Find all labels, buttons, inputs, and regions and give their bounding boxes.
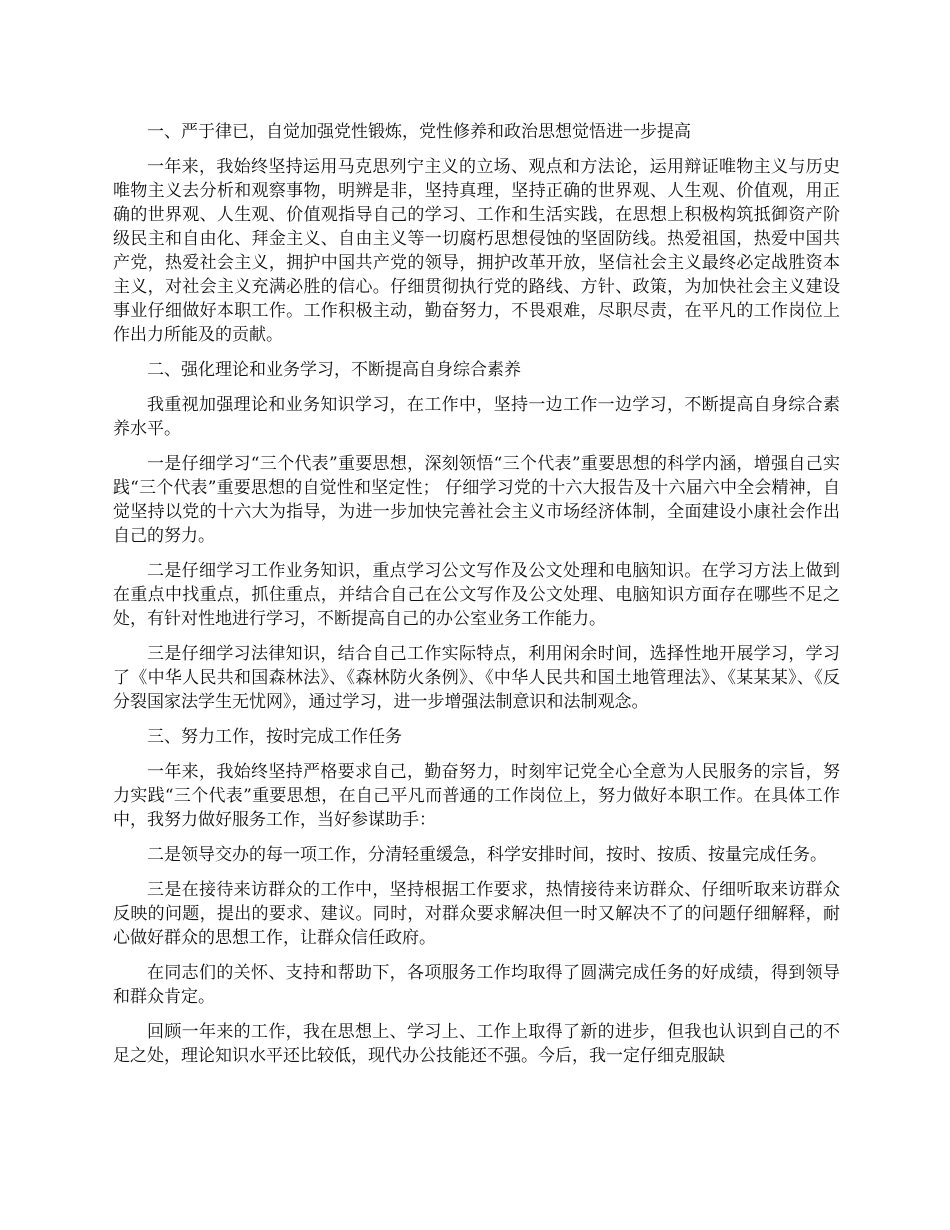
- section-heading-3: 三、努力工作，按时完成工作任务: [147, 727, 402, 747]
- paragraph: 一年来，我始终坚持严格要求自己，勤奋努力，时刻牢记党全心全意为人民服务的宗旨，努力实践“三个代表”重要思想，在自己平凡而普通的工作岗位上，努力做好本职工作。在具体工作中，我努力做好服务工作，当好参谋助手：: [113, 762, 840, 830]
- section-heading-1: 一、严于律已，自觉加强党性锻炼，党性修养和政治思想觉悟进一步提高: [147, 122, 691, 142]
- paragraph: 一是仔细学习“三个代表”重要思想，深刻领悟“三个代表”重要思想的科学内涵，增强自己实践“三个代表”重要思想的自觉性和坚定性； 仔细学习党的十六大报告及十六届六中全会精神，自觉坚持以党的十六大为指导，为进一步加快完善社会主义市场经济体制，全面建设小康社会作出自己的努力。: [113, 454, 840, 546]
- paragraph: 三是在接待来访群众的工作中，坚持根据工作要求，热情接待来访群众、仔细听取来访群众反映的问题，提出的要求、建议。同时，对群众要求解决但一时又解决不了的问题仔细解释，耐心做好群众的思想工作，让群众信任政府。: [113, 880, 840, 948]
- paragraph: 我重视加强理论和业务知识学习，在工作中，坚持一边工作一边学习，不断提高自身综合素养水平。: [113, 395, 840, 439]
- paragraph: 三是仔细学习法律知识，结合自己工作实际特点，利用闲余时间，选择性地开展学习，学习了《中华人民共和国森林法》、《森林防火条例》、《中华人民共和国土地管理法》、《某某某》、《反分裂国家法学生无忧网》，通过学习，进一步增强法制意识和法制观念。: [113, 644, 840, 712]
- paragraph: 回顾一年来的工作，我在思想上、学习上、工作上取得了新的进步，但我也认识到自己的不足之处，理论知识水平还比较低，现代办公技能还不强。今后，我一定仔细克服缺: [113, 1022, 840, 1066]
- paragraph: 二是领导交办的每一项工作，分清轻重缓急，科学安排时间，按时、按质、按量完成任务。: [147, 845, 827, 865]
- document-body: [113, 120, 840, 1079]
- paragraph: 一年来，我始终坚持运用马克思列宁主义的立场、观点和方法论，运用辩证唯物主义与历史唯物主义去分析和观察事物，明辨是非，坚持真理，坚持正确的世界观、人生观、价值观，用正确的世界观、人生观、价值观指导自己的学习、工作和生活实践，在思想上积极构筑抵御资产阶级民主和自由化、拜金主义、自由主义等一切腐朽思想侵蚀的坚固防线。热爱祖国，热爱中国共产党，热爱社会主义，拥护中国共产党的领导，拥护改革开放，坚信社会主义最终必定战胜资本主义，对社会主义充满必胜的信心。仔细贯彻执行党的路线、方针、政策，为加快社会主义建设事业仔细做好本职工作。工作积极主动，勤奋努力，不畏艰难，尽职尽责，在平凡的工作岗位上作出力所能及的贡献。: [113, 157, 840, 345]
- section-heading-2: 二、强化理论和业务学习，不断提高自身综合素养: [147, 360, 521, 380]
- paragraph: 在同志们的关怀、支持和帮助下，各项服务工作均取得了圆满完成任务的好成绩，得到领导和群众肯定。: [113, 963, 840, 1007]
- paragraph: 二是仔细学习工作业务知识，重点学习公文写作及公文处理和电脑知识。在学习方法上做到在重点中找重点，抓住重点，并结合自己在公文写作及公文处理、电脑知识方面存在哪些不足之处，有针对性地进行学习，不断提高自己的办公室业务工作能力。: [113, 561, 840, 629]
